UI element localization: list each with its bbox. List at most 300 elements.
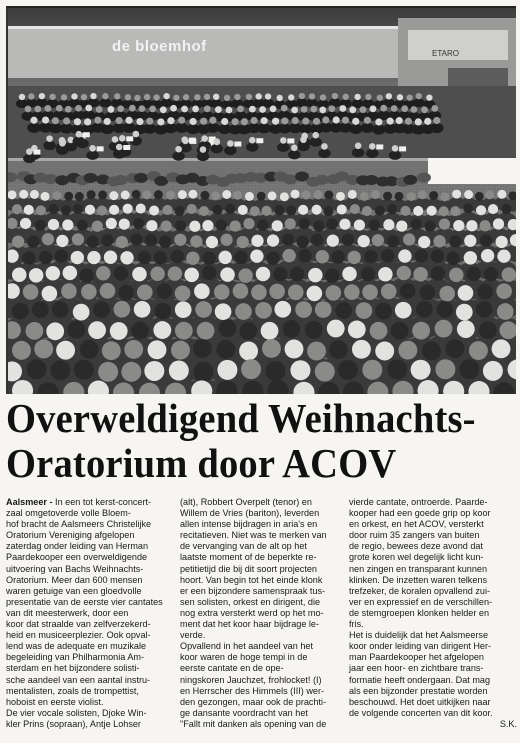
person-silhouette xyxy=(81,94,87,100)
person-silhouette xyxy=(114,301,131,318)
person-silhouette xyxy=(387,235,399,247)
person-silhouette xyxy=(333,116,340,123)
person-silhouette xyxy=(418,190,427,199)
person-silhouette xyxy=(19,94,25,100)
person-silhouette xyxy=(71,93,77,99)
article-line: hoboist en eerste violist. xyxy=(6,696,104,707)
person-silhouette xyxy=(35,220,46,231)
person-silhouette xyxy=(412,322,430,340)
person-silhouette xyxy=(410,106,417,113)
person-silhouette xyxy=(364,250,377,263)
person-silhouette xyxy=(168,266,183,281)
person-silhouette xyxy=(348,190,357,199)
person-silhouette xyxy=(190,235,202,247)
person-silhouette xyxy=(42,233,54,245)
person-silhouette xyxy=(389,151,402,160)
dateline: Aalsmeer - xyxy=(6,497,53,507)
person-silhouette xyxy=(387,204,397,214)
person-silhouette xyxy=(352,148,365,157)
person-silhouette xyxy=(458,285,474,301)
person-silhouette xyxy=(195,301,212,318)
article-line: sche aandeel van een aantal instru- xyxy=(6,674,151,685)
music-stand xyxy=(287,138,294,143)
person-silhouette xyxy=(77,220,88,231)
person-silhouette xyxy=(416,93,422,99)
article-line: van dit meesterwerk, door een xyxy=(6,607,129,618)
person-silhouette xyxy=(175,146,182,153)
person-silhouette xyxy=(485,190,494,199)
person-silhouette xyxy=(282,249,295,262)
person-silhouette xyxy=(200,118,207,125)
person-silhouette xyxy=(350,204,360,214)
person-silhouette xyxy=(453,220,464,231)
plant xyxy=(417,173,431,183)
person-silhouette xyxy=(214,284,230,300)
person-silhouette xyxy=(364,117,371,124)
person-silhouette xyxy=(338,360,358,380)
person-silhouette xyxy=(372,234,384,246)
person-silhouette xyxy=(290,360,310,380)
person-silhouette xyxy=(125,94,131,100)
person-silhouette xyxy=(339,105,346,112)
article-line: presentatie van de eerste vier cantates xyxy=(6,596,163,607)
person-silhouette xyxy=(112,136,119,143)
person-silhouette xyxy=(464,251,477,264)
person-silhouette xyxy=(173,95,179,101)
article-line: petitietijd die bij dit soort projecten xyxy=(180,563,317,574)
person-silhouette xyxy=(206,123,220,133)
person-silhouette xyxy=(52,117,59,124)
person-silhouette xyxy=(98,190,107,199)
article-column-2 xyxy=(180,497,340,730)
person-silhouette xyxy=(64,192,73,201)
person-silhouette xyxy=(395,302,412,319)
venue-sign: de bloemhof xyxy=(112,38,207,55)
person-silhouette xyxy=(261,206,271,216)
person-silhouette xyxy=(104,251,117,264)
person-silhouette xyxy=(178,117,185,124)
article-line: lend was de adequate en muzikale xyxy=(6,641,147,652)
person-silhouette xyxy=(354,94,360,100)
article-line: kler Prins (sopraan), Antje Lohser xyxy=(6,718,141,729)
person-silhouette xyxy=(342,267,357,282)
person-silhouette xyxy=(250,206,260,216)
person-silhouette xyxy=(202,266,217,281)
person-silhouette xyxy=(418,236,430,248)
person-silhouette xyxy=(20,218,31,229)
person-silhouette xyxy=(256,267,271,282)
music-stand xyxy=(83,132,90,137)
person-silhouette xyxy=(420,285,436,301)
person-silhouette xyxy=(34,340,53,359)
article-line: Opvallend in het aandeel van het xyxy=(180,641,313,652)
article-line: uitvoering van Bachs Weihnachts- xyxy=(6,563,144,574)
person-silhouette xyxy=(243,218,254,229)
article-line: fris. xyxy=(349,619,364,630)
person-silhouette xyxy=(459,359,479,379)
person-silhouette xyxy=(46,266,61,281)
music-stand xyxy=(33,150,40,155)
person-silhouette xyxy=(204,94,210,100)
person-silhouette xyxy=(354,219,365,230)
article-line: begeleiding van Philharmonia Am- xyxy=(6,652,145,663)
person-silhouette xyxy=(316,250,329,263)
person-silhouette xyxy=(335,302,352,319)
person-silhouette xyxy=(186,252,199,265)
person-silhouette xyxy=(202,220,213,231)
person-silhouette xyxy=(211,191,220,200)
article-line: trefzeker, de koralen opvallend zui- xyxy=(349,585,491,596)
person-silhouette xyxy=(479,321,497,339)
person-silhouette xyxy=(56,235,68,247)
person-silhouette xyxy=(439,206,449,216)
person-silhouette xyxy=(93,301,110,318)
article-line: (alt), Robbert Overpelt (tenor) en xyxy=(180,497,312,507)
person-silhouette xyxy=(430,123,444,133)
person-silhouette xyxy=(73,304,90,321)
person-silhouette xyxy=(189,221,200,232)
person-silhouette xyxy=(121,362,141,382)
person-silhouette xyxy=(396,221,407,232)
person-silhouette xyxy=(297,142,310,151)
person-silhouette xyxy=(483,361,503,381)
person-silhouette xyxy=(302,118,309,125)
person-silhouette xyxy=(175,322,193,340)
person-silhouette xyxy=(133,131,140,138)
person-silhouette xyxy=(102,341,121,360)
person-silhouette xyxy=(424,118,431,125)
person-silhouette xyxy=(138,251,151,264)
person-silhouette xyxy=(99,98,111,107)
person-silhouette xyxy=(467,266,482,281)
article-line: ge dansante voordracht van het xyxy=(180,707,308,718)
person-silhouette xyxy=(400,206,410,216)
music-stand xyxy=(256,138,263,143)
person-silhouette xyxy=(497,249,510,262)
person-silhouette xyxy=(433,235,445,247)
person-silhouette xyxy=(251,285,267,301)
person-silhouette xyxy=(193,339,212,358)
person-silhouette xyxy=(280,137,287,144)
person-silhouette xyxy=(39,93,45,99)
person-silhouette xyxy=(22,251,35,264)
person-silhouette xyxy=(295,301,312,318)
plant xyxy=(403,175,417,185)
person-silhouette xyxy=(344,284,360,300)
person-silhouette xyxy=(502,267,516,282)
person-silhouette xyxy=(290,267,305,282)
person-silhouette xyxy=(427,206,437,216)
person-silhouette xyxy=(349,124,363,134)
person-silhouette xyxy=(249,106,256,113)
person-silhouette xyxy=(300,136,307,143)
person-silhouette xyxy=(238,268,253,283)
person-silhouette xyxy=(80,340,99,359)
person-silhouette xyxy=(435,320,453,338)
person-silhouette xyxy=(97,205,107,215)
person-silhouette xyxy=(131,322,149,340)
article-line: de regio, bewees deze avond dat xyxy=(349,541,483,552)
person-silhouette xyxy=(175,301,192,318)
person-silhouette xyxy=(375,206,385,216)
person-silhouette xyxy=(214,139,221,146)
person-silhouette xyxy=(12,341,31,360)
article-line: en Herrscher des Himmels (III) wer- xyxy=(180,685,325,696)
person-silhouette xyxy=(27,236,39,248)
article-line: Oratorium. Meer dan 600 mensen xyxy=(6,574,143,585)
person-silhouette xyxy=(479,220,490,231)
person-silhouette xyxy=(124,340,143,359)
person-silhouette xyxy=(241,359,261,379)
headline xyxy=(6,396,487,486)
side-sign: ETARO xyxy=(432,49,459,58)
music-stand xyxy=(97,146,104,151)
person-silhouette xyxy=(215,106,222,113)
article-line: door ruim 35 zangers van buiten xyxy=(349,530,480,541)
person-silhouette xyxy=(238,205,248,215)
person-silhouette xyxy=(480,234,492,246)
person-silhouette xyxy=(369,219,380,230)
person-silhouette xyxy=(235,303,252,320)
person-silhouette xyxy=(154,190,163,199)
person-silhouette xyxy=(307,342,326,361)
person-silhouette xyxy=(349,106,356,113)
person-silhouette xyxy=(197,152,210,161)
person-silhouette xyxy=(153,94,159,100)
person-silhouette xyxy=(138,105,145,112)
article-line: koor dat straalde van zelfverzekerd- xyxy=(6,619,151,630)
person-silhouette xyxy=(380,105,387,112)
person-silhouette xyxy=(405,118,412,125)
person-silhouette xyxy=(175,123,189,133)
person-silhouette xyxy=(375,118,382,125)
person-silhouette xyxy=(34,106,41,113)
person-silhouette xyxy=(381,284,397,300)
person-silhouette xyxy=(116,236,128,248)
person-silhouette xyxy=(326,285,342,301)
person-silhouette xyxy=(116,117,123,124)
person-silhouette xyxy=(56,146,69,155)
person-silhouette xyxy=(121,191,130,200)
person-silhouette xyxy=(398,249,411,262)
article-line: klinken. De inzetten waren telkens xyxy=(349,574,487,585)
person-silhouette xyxy=(52,301,69,318)
article-line: als een bijzonder prestatie worden xyxy=(349,685,488,696)
person-silhouette xyxy=(217,360,237,380)
person-silhouette xyxy=(342,94,348,100)
person-silhouette xyxy=(383,192,392,201)
person-silhouette xyxy=(371,190,380,199)
person-silhouette xyxy=(285,218,296,229)
person-silhouette xyxy=(226,107,233,114)
person-silhouette xyxy=(81,284,97,300)
person-silhouette xyxy=(323,206,333,216)
article-line: ment dat het koor haar bijdrage le- xyxy=(180,619,320,630)
person-silhouette xyxy=(431,105,438,112)
person-silhouette xyxy=(282,233,294,245)
signature-line xyxy=(349,719,517,730)
person-silhouette xyxy=(137,284,153,300)
person-silhouette xyxy=(100,124,114,134)
person-silhouette xyxy=(234,251,247,264)
person-silhouette xyxy=(297,236,309,248)
person-silhouette xyxy=(178,190,187,199)
person-silhouette xyxy=(92,221,103,232)
person-silhouette xyxy=(113,149,126,158)
article-line: man Paardekooper het afgelopen xyxy=(349,652,484,663)
person-silhouette xyxy=(481,249,494,262)
person-silhouette xyxy=(76,131,83,138)
article-line: Oratorium Vereniging afgelopen xyxy=(6,530,135,541)
person-silhouette xyxy=(32,301,49,318)
person-silhouette xyxy=(36,205,46,215)
audience-silhouettes xyxy=(8,190,516,394)
person-silhouette xyxy=(272,220,283,231)
person-silhouette xyxy=(154,303,171,320)
person-silhouette xyxy=(224,95,230,101)
person-silhouette xyxy=(476,205,486,215)
person-silhouette xyxy=(46,322,64,340)
person-silhouette xyxy=(449,268,464,283)
person-silhouette xyxy=(283,320,301,338)
person-silhouette xyxy=(23,154,36,163)
article-line: vierde cantate, ontroerde. Paarde- xyxy=(349,497,488,507)
person-silhouette xyxy=(157,118,164,125)
person-silhouette xyxy=(211,144,224,153)
person-silhouette xyxy=(107,106,114,113)
music-stand xyxy=(126,136,133,141)
person-silhouette xyxy=(157,283,173,299)
person-silhouette xyxy=(452,190,461,199)
person-silhouette xyxy=(362,206,372,216)
person-silhouette xyxy=(431,266,446,281)
person-silhouette xyxy=(322,116,329,123)
person-silhouette xyxy=(42,116,49,123)
person-silhouette xyxy=(194,283,210,299)
person-silhouette xyxy=(315,301,332,318)
person-silhouette xyxy=(250,249,263,262)
person-silhouette xyxy=(146,220,157,231)
person-silhouette xyxy=(276,95,282,101)
person-silhouette xyxy=(101,234,113,246)
person-silhouette xyxy=(25,106,32,113)
person-silhouette xyxy=(406,94,412,100)
person-silhouette xyxy=(288,285,304,301)
person-silhouette xyxy=(86,151,99,160)
person-silhouette xyxy=(291,107,298,114)
article-line: koor onder leiding van dirigent Her- xyxy=(349,641,492,652)
person-silhouette xyxy=(149,105,156,112)
article-column-1 xyxy=(6,497,166,730)
person-silhouette xyxy=(308,268,323,283)
person-silhouette xyxy=(171,250,184,263)
person-silhouette xyxy=(50,360,70,380)
person-silhouette xyxy=(446,252,459,265)
article-line: den gezongen, maar ook de prachti- xyxy=(180,696,327,707)
article-line: eerste cantate en de ope- xyxy=(180,663,284,674)
person-silhouette xyxy=(267,234,279,246)
person-silhouette xyxy=(268,191,277,200)
person-silhouette xyxy=(400,283,416,299)
person-silhouette xyxy=(365,94,371,100)
person-silhouette xyxy=(133,218,144,229)
person-silhouette xyxy=(136,203,146,213)
person-silhouette xyxy=(319,107,326,114)
person-silhouette xyxy=(325,268,340,283)
article-line: ver en expressief en de verschillen- xyxy=(349,596,493,607)
person-silhouette xyxy=(326,218,337,229)
person-silhouette xyxy=(88,321,106,339)
person-silhouette xyxy=(299,93,305,99)
person-silhouette xyxy=(227,140,234,147)
person-silhouette xyxy=(55,249,68,262)
person-silhouette xyxy=(302,191,311,200)
person-silhouette xyxy=(328,105,335,112)
person-silhouette xyxy=(23,284,39,300)
person-silhouette xyxy=(352,340,371,359)
person-silhouette xyxy=(204,105,211,112)
person-silhouette xyxy=(216,220,227,231)
person-silhouette xyxy=(24,205,34,215)
person-silhouette xyxy=(39,251,52,264)
person-silhouette xyxy=(336,192,345,201)
person-silhouette xyxy=(257,220,268,231)
person-silhouette xyxy=(257,192,266,201)
article-line: nen zingen en transparant kunnen xyxy=(349,563,488,574)
person-silhouette xyxy=(329,340,348,359)
article-line: allen intense bijdragen in aria's en xyxy=(180,519,318,530)
article-line: sen solisten, orkest en dirigent, die xyxy=(180,596,321,607)
person-silhouette xyxy=(85,105,92,112)
person-silhouette xyxy=(249,137,256,144)
article-line: hof bracht de Aalsmeers Christelijke xyxy=(6,519,152,530)
person-silhouette xyxy=(27,359,47,379)
person-silhouette xyxy=(136,118,143,125)
person-silhouette xyxy=(210,99,222,108)
article-line: Het is duidelijk dat het Aalsmeerse xyxy=(349,630,489,641)
person-silhouette xyxy=(153,321,171,339)
article-line: de vervanging van de alt op het xyxy=(180,541,307,552)
person-silhouette xyxy=(273,267,288,282)
person-silhouette xyxy=(190,118,197,125)
person-silhouette xyxy=(96,266,111,281)
person-silhouette xyxy=(42,286,58,302)
article-line: Aalsmeer - In een tot kerst-concert- xyxy=(6,497,152,507)
author-signature: S.K. xyxy=(499,718,517,729)
person-silhouette xyxy=(68,321,86,339)
person-silhouette xyxy=(213,94,219,100)
person-silhouette xyxy=(370,105,377,112)
person-silhouette xyxy=(239,322,257,340)
person-silhouette xyxy=(288,94,294,100)
person-silhouette xyxy=(234,94,240,100)
person-silhouette xyxy=(87,251,100,264)
person-silhouette xyxy=(148,340,167,359)
person-silhouette xyxy=(347,251,360,264)
person-silhouette xyxy=(361,123,375,133)
article-line: zaterdag onder leiding van Herman xyxy=(6,541,149,552)
person-silhouette xyxy=(220,267,235,282)
person-silhouette xyxy=(299,218,310,229)
person-silhouette xyxy=(250,117,257,124)
music-stand xyxy=(189,139,196,144)
person-silhouette xyxy=(484,267,499,282)
person-silhouette xyxy=(144,361,164,381)
person-silhouette xyxy=(416,301,433,318)
person-silhouette xyxy=(94,117,101,124)
person-silhouette xyxy=(269,284,285,300)
person-silhouette xyxy=(475,192,484,201)
